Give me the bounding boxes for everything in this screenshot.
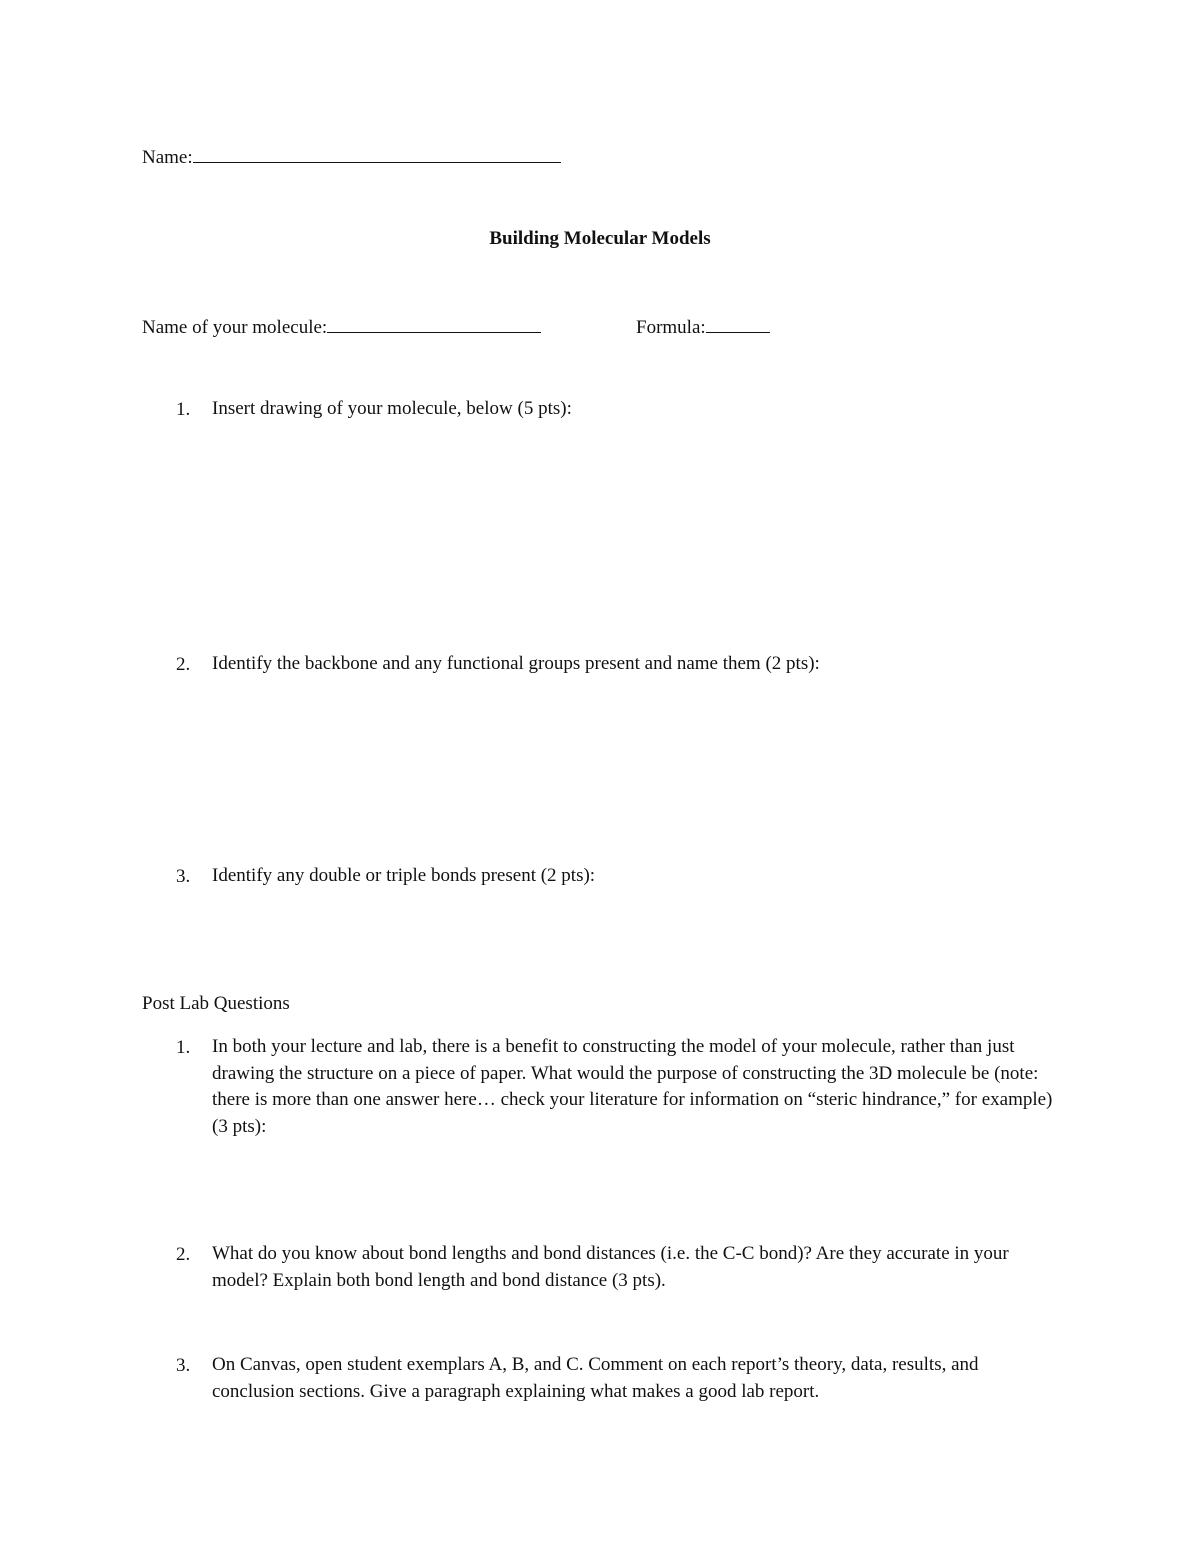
question-text: Identify any double or triple bonds present (2 pts):	[212, 865, 596, 886]
formula-label: Formula:	[636, 317, 706, 338]
name-label: Name:	[142, 147, 193, 168]
molecule-label: Name of your molecule:	[142, 317, 328, 338]
question-text: Insert drawing of your molecule, below (5 pts):	[212, 398, 572, 419]
question-text: Identify the backbone and any functional groups present and name them (2 pts):	[212, 653, 820, 674]
molecule-row	[142, 314, 541, 339]
post-lab-question-number: 2.	[176, 1244, 191, 1265]
post-lab-question-number: 1.	[176, 1037, 191, 1058]
post-lab-heading: Post Lab Questions	[142, 993, 290, 1014]
question-number: 1.	[176, 399, 191, 420]
post-lab-question-text: What do you know about bond lengths and bond distances (i.e. the C-C bond)? Are they accurate in your model? Explain both bond length and bond distance (3 pts).	[212, 1243, 1009, 1291]
molecule-blank-line[interactable]	[327, 314, 541, 333]
question-number: 3.	[176, 866, 191, 887]
page-title: Building Molecular Models	[489, 228, 711, 249]
post-lab-question-number: 3.	[176, 1355, 191, 1376]
question-number: 2.	[176, 654, 191, 675]
name-row	[142, 144, 561, 169]
formula-row	[636, 314, 770, 339]
post-lab-question-text: In both your lecture and lab, there is a benefit to constructing the model of your molecule, rather than just drawing the structure on a piece of paper. What would the purpose of constructing the 3D molecule be (note: there is more than one answer here… check your literature for information on “steric hindrance,” for example) (3 pts):	[212, 1036, 1053, 1137]
post-lab-question-text: On Canvas, open student exemplars A, B, and C. Comment on each report’s theory, data, results, and conclusion sections. Give a paragraph explaining what makes a good lab report.	[212, 1354, 979, 1402]
name-blank-line[interactable]	[193, 144, 561, 163]
formula-blank-line[interactable]	[706, 314, 770, 333]
